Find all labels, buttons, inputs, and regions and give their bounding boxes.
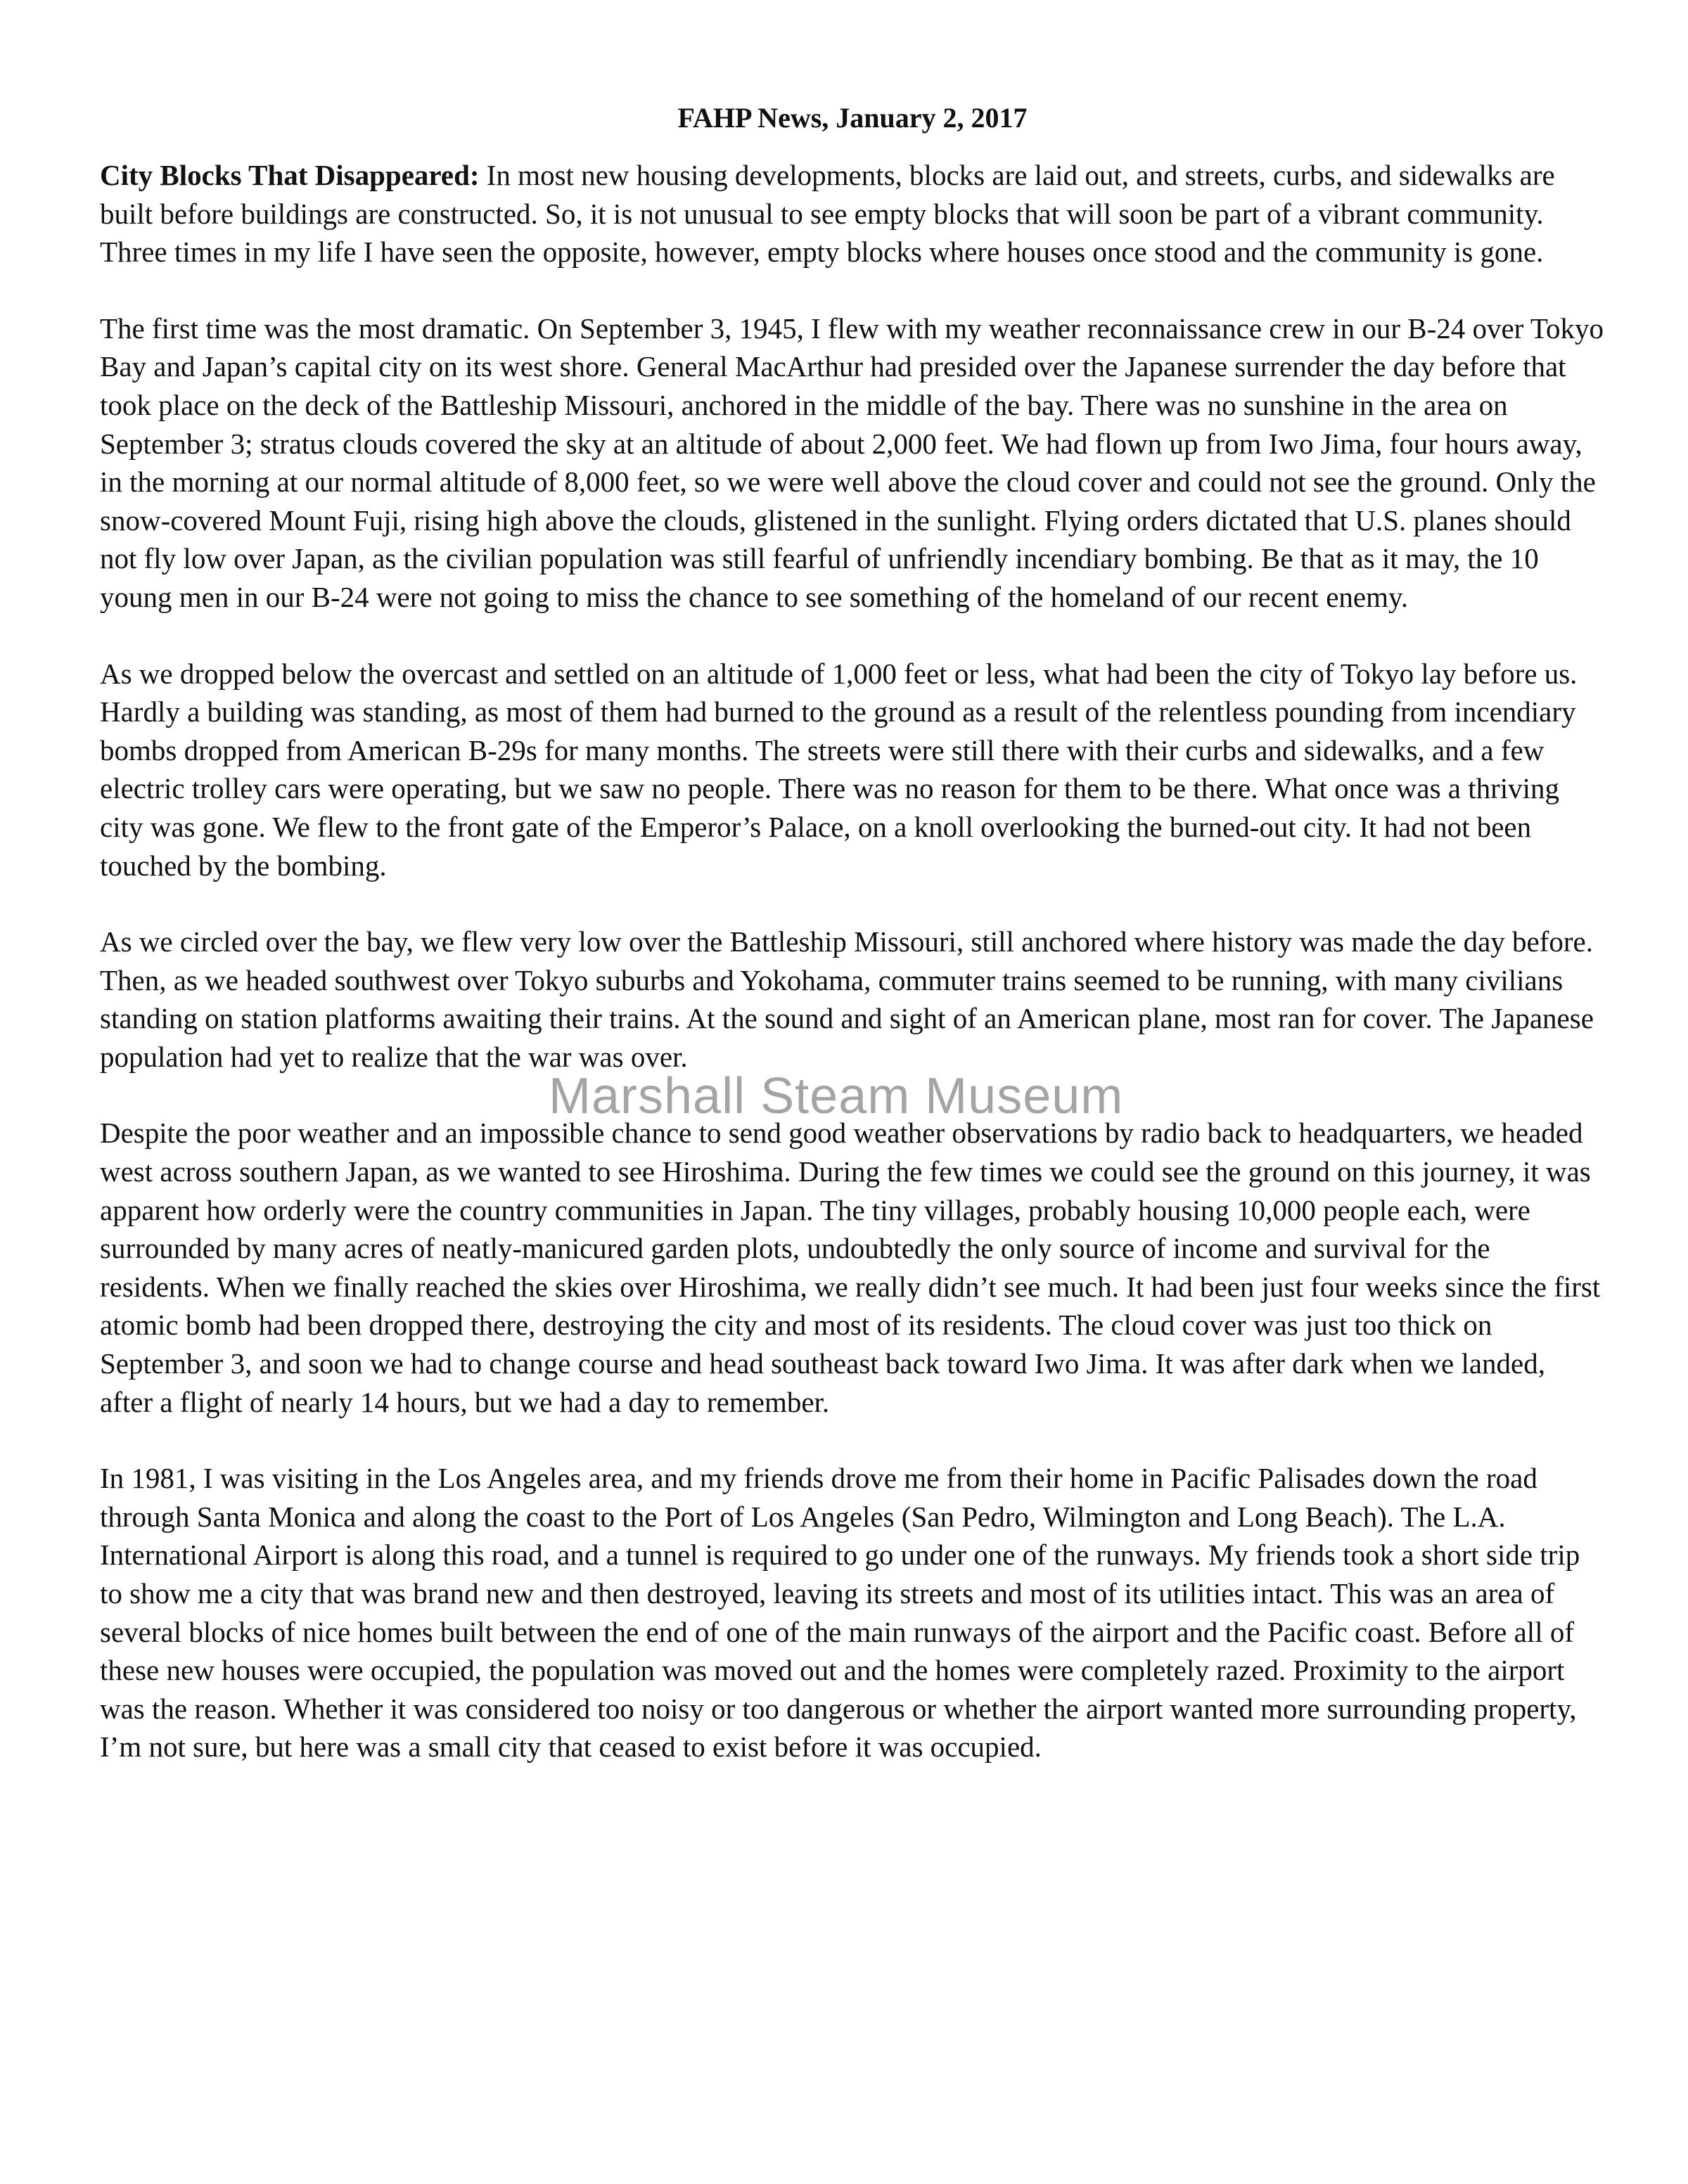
body-paragraph: The first time was the most dramatic. On September 3, 1945, I flew with my weather reconnaissance crew in our B-24 over Tokyo Bay and Japan’s capital city on its west shore. General MacArthur had presided over the Japanese surrender the day before that took place on the deck of the Battleship Missouri, anchored in the middle of the bay. There was no sunshine in the area on September 3; stratus clouds covered the sky at an altitude of about 2,000 feet. We had flown up from Iwo Jima, four hours away, in the morning at our normal altitude of 8,000 feet, so we were well above the cloud cover and could not see the ground. Only the snow-covered Mount Fuji, rising high above the clouds, glistened in the sunlight. Flying orders dictated that U.S. planes should not fly low over Japan, as the civilian population was still fearful of unfriendly incendiary bombing. Be that as it may, the 10 young men in our B-24 were not going to miss the chance to see something of the homeland of our recent enemy. xyxy=(100,311,1604,613)
body-paragraph: Despite the poor weather and an impossible chance to send good weather observations by radio back to headquarters, we headed west across southern Japan, as we wanted to see Hiroshima. During the few times we could see the ground on this journey, it was apparent how orderly were the country communities in Japan. The tiny villages, probably housing 10,000 people each, were surrounded by many acres of neatly-manicured garden plots, undoubtedly the only source of income and survival for the residents. When we finally reached the skies over Hiroshima, we really didn’t see much. It had been just four weeks since the first atomic bomb had been dropped there, destroying the city and most of its residents. The cloud cover was just too thick on September 3, and soon we had to change course and head southeast back toward Iwo Jima. It was after dark when we landed, after a flight of nearly 14 hours, but we had a day to remember. xyxy=(100,1117,1601,1418)
newsletter-title: FAHP News, January 2, 2017 xyxy=(677,102,1028,134)
document-page xyxy=(100,98,1605,1804)
body-paragraph: As we dropped below the overcast and settled on an altitude of 1,000 feet or less, what had been the city of Tokyo lay before us. Hardly a building was standing, as most of them had burned to the ground as a result of the relentless pounding from incendiary bombs dropped from American B-29s for many months. The streets were still there with their curbs and sidewalks, and a few electric trolley cars were operating, but we saw no people. There was no reason for them to be there. What once was a thriving city was gone. We flew to the front gate of the Emperor’s Palace, on a knoll overlooking the burned-out city. It had not been touched by the bombing. xyxy=(100,657,1578,882)
body-paragraph: As we circled over the bay, we flew very low over the Battleship Missouri, still anchored where history was made the day before. Then, as we headed southwest over Tokyo suburbs and Yokohama, commuter trains seemed to be running, with many civilians standing on station platforms awaiting their trains. At the sound and sight of an American plane, most ran for cover. The Japanese population had yet to realize that the war was over. xyxy=(100,925,1594,1073)
body-paragraph: In 1981, I was visiting in the Los Angeles area, and my friends drove me from their home in Pacific Palisades down the road through Santa Monica and along the coast to the Port of Los Angeles (San Pedro, Wilmington and Long Beach). The L.A. International Airport is along this road, and a tunnel is required to go under one of the runways. My friends took a short side trip to show me a city that was brand new and then destroyed, leaving its streets and most of its utilities intact. This was an area of several blocks of nice homes built between the end of one of the main runways of the airport and the Pacific coast. Before all of these new houses were occupied, the population was moved out and the homes were completely razed. Proximity to the airport was the reason. Whether it was considered too noisy or too dangerous or whether the airport wanted more surrounding property, I’m not sure, but here was a small city that ceased to exist before it was occupied. xyxy=(100,1462,1580,1764)
intro-text: In most new housing developments, blocks are laid out, and streets, curbs, and sidewalks are built before buildings are constructed. So, it is not unusual to see empty blocks that will soon be part of a vibrant community. Three times in my life I have seen the opposite, however, empty blocks where houses once stood and the community is gone. xyxy=(100,159,1555,269)
intro-paragraph xyxy=(100,156,1605,271)
watermark: Marshall Steam Museum xyxy=(549,1068,1124,1124)
article-heading: City Blocks That Disappeared: xyxy=(100,159,480,191)
